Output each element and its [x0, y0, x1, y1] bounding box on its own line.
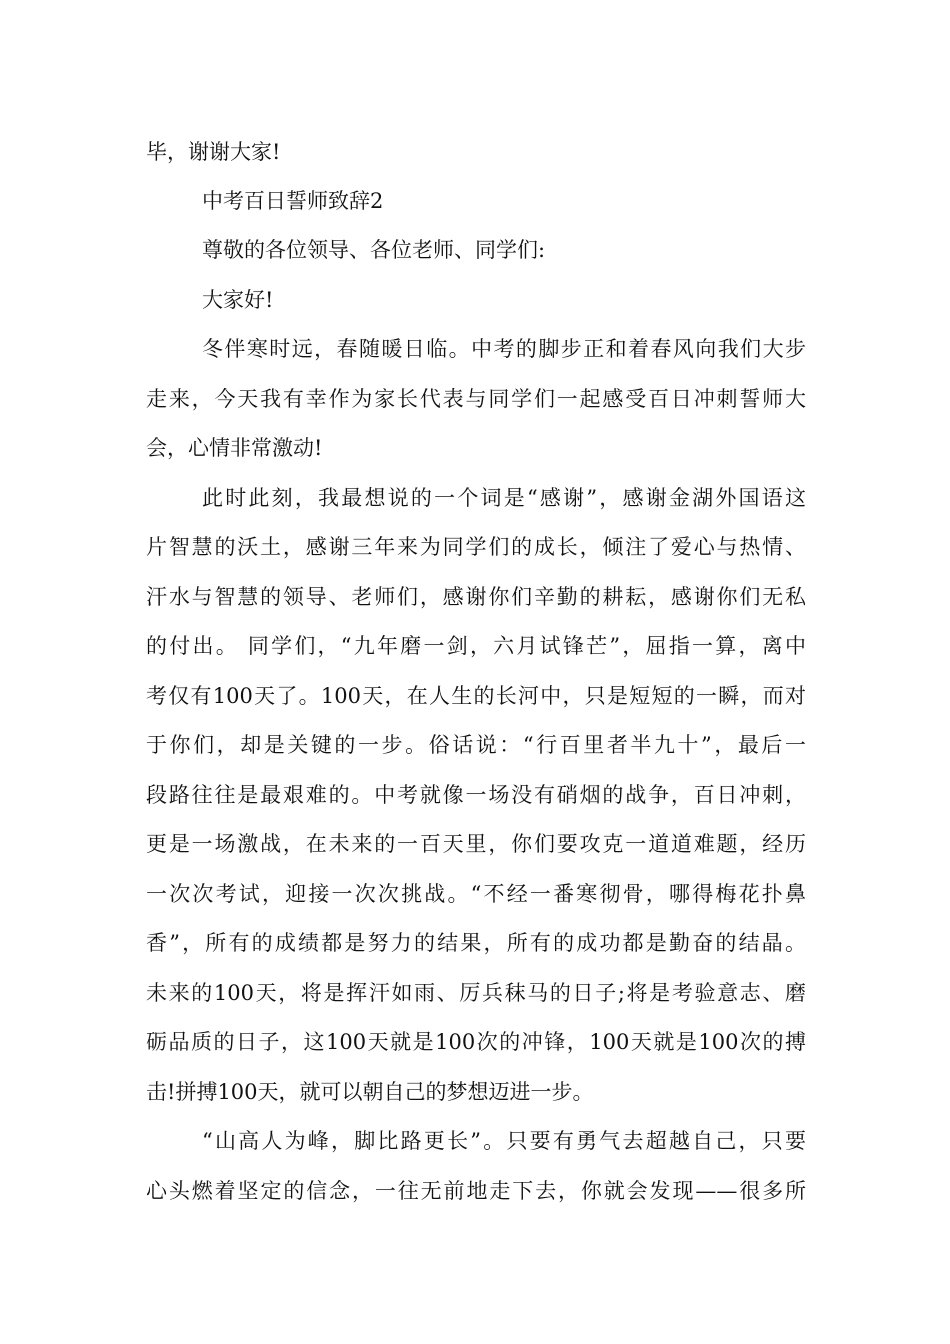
text-line-19: 砺品质的日子，这100天就是100次的冲锋，100天就是100次的搏	[146, 1030, 806, 1054]
text-line-8: 此时此刻，我最想说的一个词是“感谢”，感谢金湖外国语这	[202, 486, 806, 510]
text-line-12: 考仅有100天了。100天，在人生的长河中，只是短短的一瞬，而对	[146, 684, 806, 708]
text-line-17: 香”，所有的成绩都是努力的结果，所有的成功都是勤奋的结晶。	[146, 931, 806, 955]
text-line-21: “山高人为峰，脚比路更长”。只要有勇气去超越自己，只要	[202, 1129, 806, 1153]
text-line-22: 心头燃着坚定的信念，一往无前地走下去，你就会发现——很多所	[146, 1179, 806, 1203]
text-line-18: 未来的100天，将是挥汗如雨、厉兵秣马的日子;将是考验意志、磨	[146, 981, 806, 1005]
text-line-9: 片智慧的沃土，感谢三年来为同学们的成长，倾注了爱心与热情、	[146, 535, 806, 559]
text-line-5: 冬伴寒时远，春随暖日临。中考的脚步正和着春风向我们大步	[202, 337, 806, 361]
text-line-11: 的付出。 同学们，“九年磨一剑，六月试锋芒”，屈指一算，离中	[146, 634, 806, 658]
text-line-1: 毕，谢谢大家!	[146, 140, 281, 164]
text-line-16: 一次次考试，迎接一次次挑战。“不经一番寒彻骨，哪得梅花扑鼻	[146, 882, 806, 906]
salutation: 尊敬的各位领导、各位老师、同学们:	[202, 238, 546, 262]
text-line-13: 于你们，却是关键的一步。俗话说：“行百里者半九十”，最后一	[146, 733, 806, 757]
text-line-6: 走来，今天我有幸作为家长代表与同学们一起感受百日冲刺誓师大	[146, 387, 806, 411]
text-line-14: 段路往往是最艰难的。中考就像一场没有硝烟的战争，百日冲刺，	[146, 783, 806, 807]
text-line-20: 击!拼搏100天，就可以朝自己的梦想迈进一步。	[146, 1080, 594, 1104]
section-heading: 中考百日誓师致辞2	[202, 189, 384, 213]
text-line-10: 汗水与智慧的领导、老师们，感谢你们辛勤的耕耘，感谢你们无私	[146, 585, 806, 609]
text-line-15: 更是一场激战，在未来的一百天里，你们要攻克一道道难题，经历	[146, 832, 806, 856]
greeting: 大家好!	[202, 288, 274, 312]
text-line-7: 会，心情非常激动!	[146, 436, 323, 460]
